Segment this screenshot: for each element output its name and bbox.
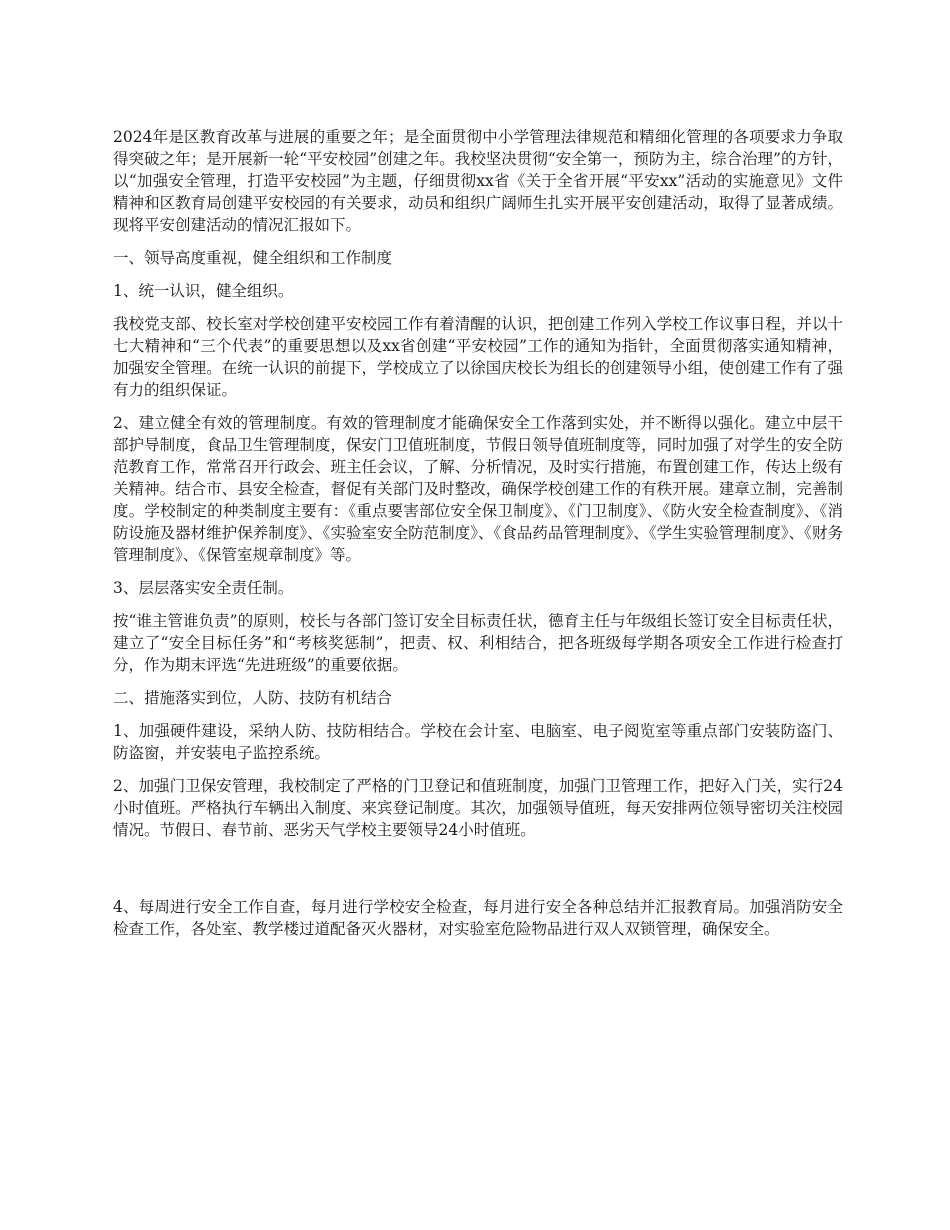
paragraph-1-3: 按“谁主管谁负责”的原则，校长与各部门签订安全目标责任状，德育主任与年级组长签订安全目标责任状，建立了“安全目标任务”和“考核奖惩制”，把责、权、利相结合，把各班级每学期各项安全工作进行检查打分，作为期末评选“先进班级”的重要依据。 (113, 612, 843, 674)
subheading-1-1: 1、统一认识，健全组织。 (113, 282, 294, 300)
section-heading-2: 二、措施落实到位，人防、技防有机结合 (113, 689, 393, 707)
subheading-1-3: 3、层层落实安全责任制。 (113, 579, 294, 597)
paragraph-2-4: 4、每周进行安全工作自查，每月进行学校安全检查，每月进行安全各种总结并汇报教育局。加强消防安全检查工作，各处室、教学楼过道配备灭火器材，对实验室危险物品进行双人双锁管理，确保安全。 (113, 898, 843, 938)
paragraph-1-2: 2、建立健全有效的管理制度。有效的管理制度才能确保安全工作落到实处，并不断得以强化。建立中层干部护导制度，食品卫生管理制度，保安门卫值班制度，节假日领导值班制度等，同时加强了对学生的安全防范教育工作，常常召开行政会、班主任会议，了解、分析情况，及时实行措施，布置创建工作，传达上级有关精神。结合市、县安全检查，督促有关部门及时整改，确保学校创建工作的有秩开展。建章立制，完善制度。学校制定的种类制度主要有：《重点要害部位安全保卫制度》、《门卫制度》、《防火安全检查制度》、《消防设施及器材维护保养制度》、《实验室安全防范制度》、《食品药品管理制度》、《学生实验管理制度》、《财务管理制度》、《保管室规章制度》等。 (113, 414, 843, 564)
paragraph-2-2: 2、加强门卫保安管理，我校制定了严格的门卫登记和值班制度，加强门卫管理工作，把好入门关，实行24小时值班。严格执行车辆出入制度、来宾登记制度。其次，加强领导值班，每天安排两位领导密切关注校园情况。节假日、春节前、恶劣天气学校主要领导24小时值班。 (113, 777, 843, 839)
section-heading-1: 一、领导高度重视，健全组织和工作制度 (113, 249, 393, 267)
intro-paragraph: 2024年是区教育改革与进展的重要之年；是全面贯彻中小学管理法律规范和精细化管理的各项要求力争取得突破之年；是开展新一轮“平安校园”创建之年。我校坚决贯彻“安全第一，预防为主，综合治理”的方针，以“加强安全管理，打造平安校园”为主题，仔细贯彻xx省《关于全省开展“平安xx”活动的实施意见》文件精神和区教育局创建平安校园的有关要求，动员和组织广阔师生扎实开展平安创建活动，取得了显著成绩。现将平安创建活动的情况汇报如下。 (113, 128, 843, 234)
paragraph-1-1: 我校党支部、校长室对学校创建平安校园工作有着清醒的认识，把创建工作列入学校工作议事日程，并以十七大精神和“三个代表”的重要思想以及xx省创建“平安校园”工作的通知为指针，全面贯彻落实通知精神，加强安全管理。在统一认识的前提下，学校成立了以徐国庆校长为组长的创建领导小组，使创建工作有了强有力的组织保证。 (113, 315, 843, 399)
paragraph-2-1: 1、加强硬件建设，采纳人防、技防相结合。学校在会计室、电脑室、电子阅览室等重点部门安装防盗门、防盗窗，并安装电子监控系统。 (113, 722, 843, 762)
document-body (113, 126, 843, 951)
